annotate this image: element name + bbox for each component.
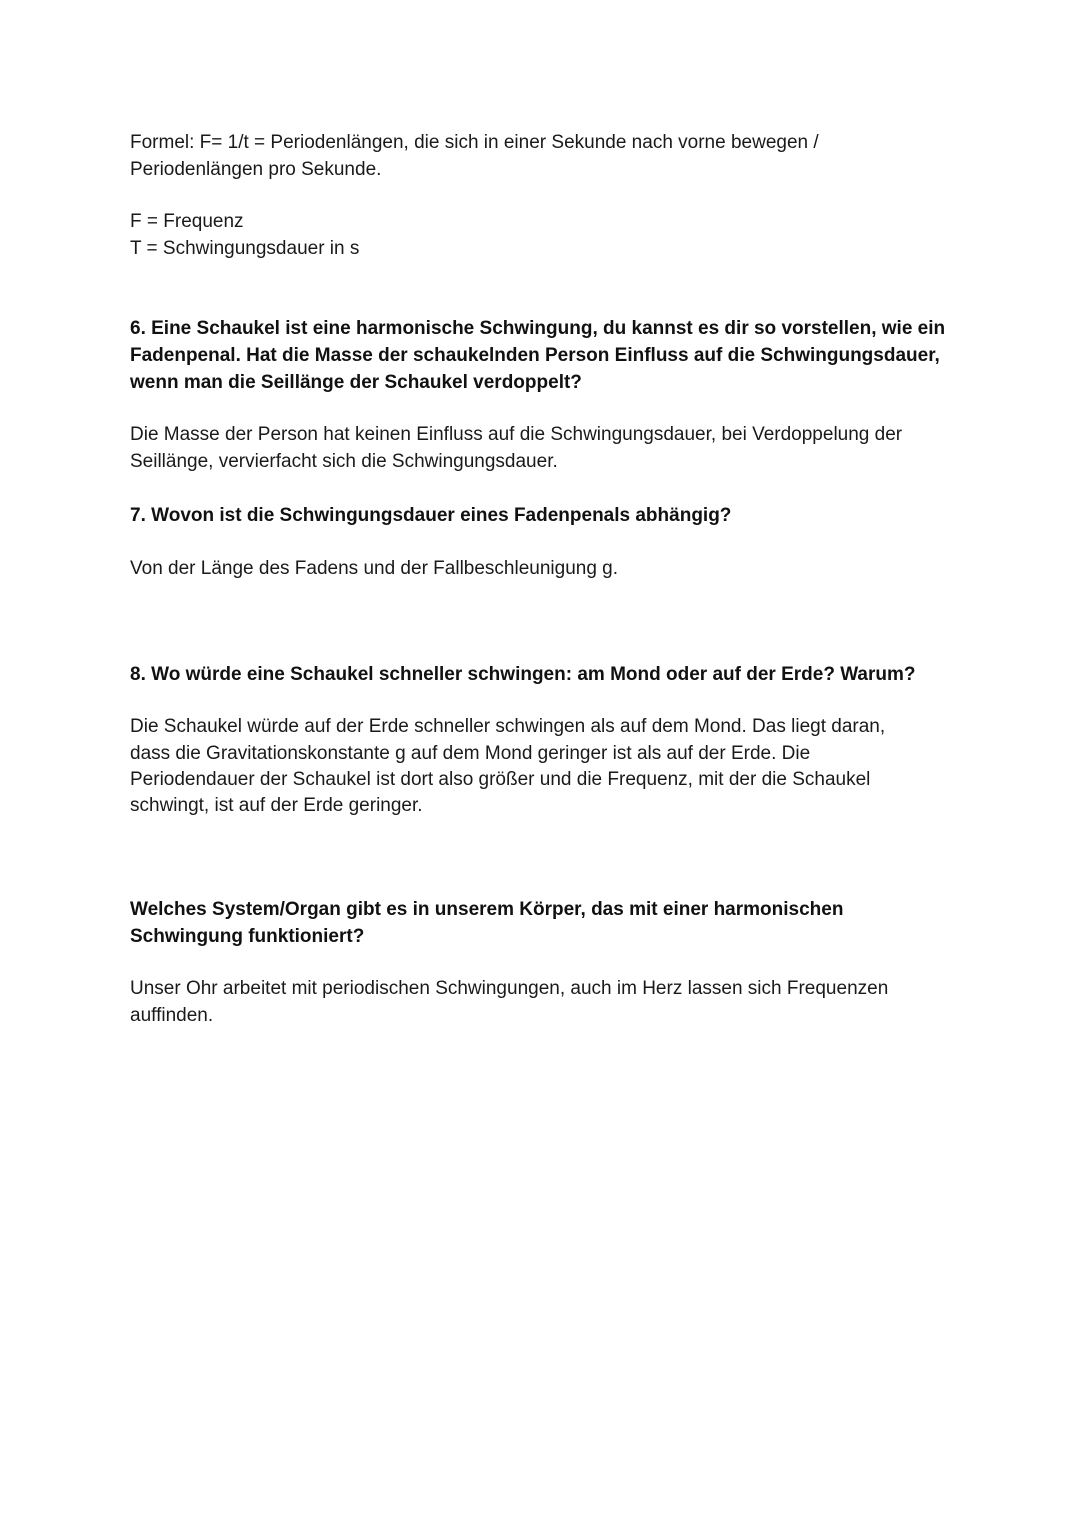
answer-7-line: Von der Länge des Fadens und der Fallbeschleunigung g. — [130, 558, 619, 579]
formula-line: Periodenlängen pro Sekunde. — [130, 159, 382, 180]
question-6-line: Fadenpenal. Hat die Masse der schaukelnden Person Einfluss auf die Schwingungsdauer, — [130, 345, 940, 366]
question-organ-line: Schwingung funktioniert? — [130, 926, 365, 947]
question-organ-line: Welches System/Organ gibt es in unserem Körper, das mit einer harmonischen — [130, 899, 844, 920]
answer-6-line: Die Masse der Person hat keinen Einfluss auf die Schwingungsdauer, bei Verdoppelung der — [130, 424, 903, 445]
legend-line-frequency: F = Frequenz — [130, 211, 244, 232]
answer-8-line: Die Schaukel würde auf der Erde schneller schwingen als auf dem Mond. Das liegt daran, — [130, 716, 886, 737]
answer-6-line: Seillänge, vervierfacht sich die Schwingungsdauer. — [130, 451, 558, 472]
answer-organ-line: Unser Ohr arbeitet mit periodischen Schwingungen, auch im Herz lassen sich Frequenzen — [130, 978, 889, 999]
question-6-line: wenn man die Seillänge der Schaukel verdoppelt? — [130, 372, 582, 393]
formula-line: Formel: F= 1/t = Periodenlängen, die sich in einer Sekunde nach vorne bewegen / — [130, 132, 819, 153]
answer-8-line: schwingt, ist auf der Erde geringer. — [130, 795, 423, 816]
answer-8-line: Periodendauer der Schaukel ist dort also größer und die Frequenz, mit der die Schaukel — [130, 769, 871, 790]
question-7-line: 7. Wovon ist die Schwingungsdauer eines Fadenpenals abhängig? — [130, 505, 732, 526]
question-8-line: 8. Wo würde eine Schaukel schneller schwingen: am Mond oder auf der Erde? Warum? — [130, 664, 916, 685]
answer-8-line: dass die Gravitationskonstante g auf dem Mond geringer ist als auf der Erde. Die — [130, 743, 811, 764]
question-6-line: 6. Eine Schaukel ist eine harmonische Schwingung, du kannst es dir so vorstellen, wie ein — [130, 318, 946, 339]
answer-organ-line: auffinden. — [130, 1005, 214, 1026]
legend-line-period: T = Schwingungsdauer in s — [130, 238, 360, 259]
